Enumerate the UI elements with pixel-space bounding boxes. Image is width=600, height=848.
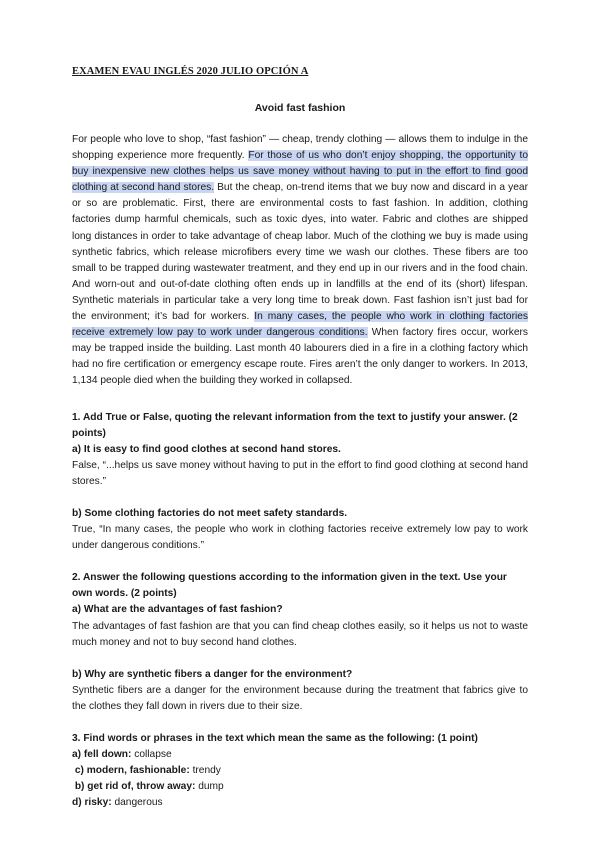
vocab-item — [72, 763, 528, 779]
vocab-term: b) get rid of, throw away: — [72, 781, 196, 793]
question-3 — [72, 731, 528, 811]
question-2 — [72, 570, 528, 715]
vocab-term: a) fell down: — [72, 749, 132, 761]
article-text-1: For people who love to shop, “fast fashion” — cheap, trendy clothing — allows them to indulge in the shopping experience more frequently. — [72, 134, 528, 162]
vocab-item — [72, 795, 528, 811]
vocab-item — [72, 747, 528, 763]
vocab-item — [72, 779, 528, 795]
vocab-answer: collapse — [131, 749, 172, 761]
vocab-term: d) risky: — [72, 797, 112, 809]
exam-title: EXAMEN EVAU INGLÉS 2020 JULIO OPCIÓN A — [72, 66, 309, 77]
highlight-1: For those of us who don’t enjoy shopping, the opportunity to buy inexpensive new clothes helps us save money without having to put in the effort to find good clothing at second hand stores. — [72, 150, 528, 194]
answer-1a: False, “...helps us save money without having to put in the effort to find good clothing at second hand stores.” — [72, 459, 528, 487]
question-2-heading: 2. Answer the following questions according to the information given in the text. Use your own words. (2 points) — [72, 572, 507, 600]
question-1-heading: 1. Add True or False, quoting the relevant information from the text to justify your answer. (2 points) — [72, 411, 518, 439]
answer-1b: True, “In many cases, the people who work in clothing factories receive extremely low pay to work under dangerous conditions.” — [72, 524, 528, 552]
answer-2b: Synthetic fibers are a danger for the environment because during the treatment that fabrics give to the clothes they fall down in rivers due to their size. — [72, 684, 528, 712]
article-body — [72, 132, 528, 390]
article-text-3: When factory fires occur, workers may be trapped inside the building. Last month 40 labourers died in a fire in a clothing factory which had no fire certification or emergency escape route. Fires aren’t the only danger to workers. In 2013, 1,134 people died when the building they worked in collapsed. — [72, 327, 528, 387]
answer-2a: The advantages of fast fashion are that you can find cheap clothes easily, so it helps us not to waste much money and not to buy second hand clothes. — [72, 620, 528, 648]
question-3-heading: 3. Find words or phrases in the text which mean the same as the following: (1 point) — [72, 733, 478, 744]
question-1b: b) Some clothing factories do not meet safety standards. — [72, 507, 348, 519]
document-page — [72, 66, 528, 811]
vocab-answer: trendy — [189, 765, 221, 777]
article-text-2: But the cheap, on-trend items that we buy now and discard in a year or so are problematic. First, there are environmental costs to fast fashion. In addition, clothing factories dump harmful chemicals, such as toxic dyes, into water. Fabric and clothes are shipped long distances in order to take advantage of cheap labor. Much of the clothing we buy is made using synthetic fabrics, which release microfibers every time we wash our clothes. These fibers are too small to be trapped during wastewater treatment, and they end up in our rivers and in the food chain. And worn-out and out-of-date clothing often ends up in landfills at the end of its (short) lifespan. Synthetic materials in particular take a very long time to break down. Fast fashion isn’t just bad for the environment; it’s bad for workers. — [72, 182, 528, 323]
vocab-answer: dump — [195, 781, 224, 793]
question-1 — [72, 410, 528, 555]
question-2b: b) Why are synthetic fibers a danger for the environment? — [72, 668, 353, 680]
vocab-term: c) modern, fashionable: — [72, 765, 190, 777]
vocab-answer: dangerous — [111, 797, 163, 809]
highlight-2: In many cases, the people who work in clothing factories receive extremely low pay to work under dangerous conditions. — [72, 311, 528, 339]
question-2a: a) What are the advantages of fast fashion? — [72, 604, 283, 616]
question-1a: a) It is easy to find good clothes at second hand stores. — [72, 443, 341, 455]
article-title: Avoid fast fashion — [254, 102, 346, 114]
